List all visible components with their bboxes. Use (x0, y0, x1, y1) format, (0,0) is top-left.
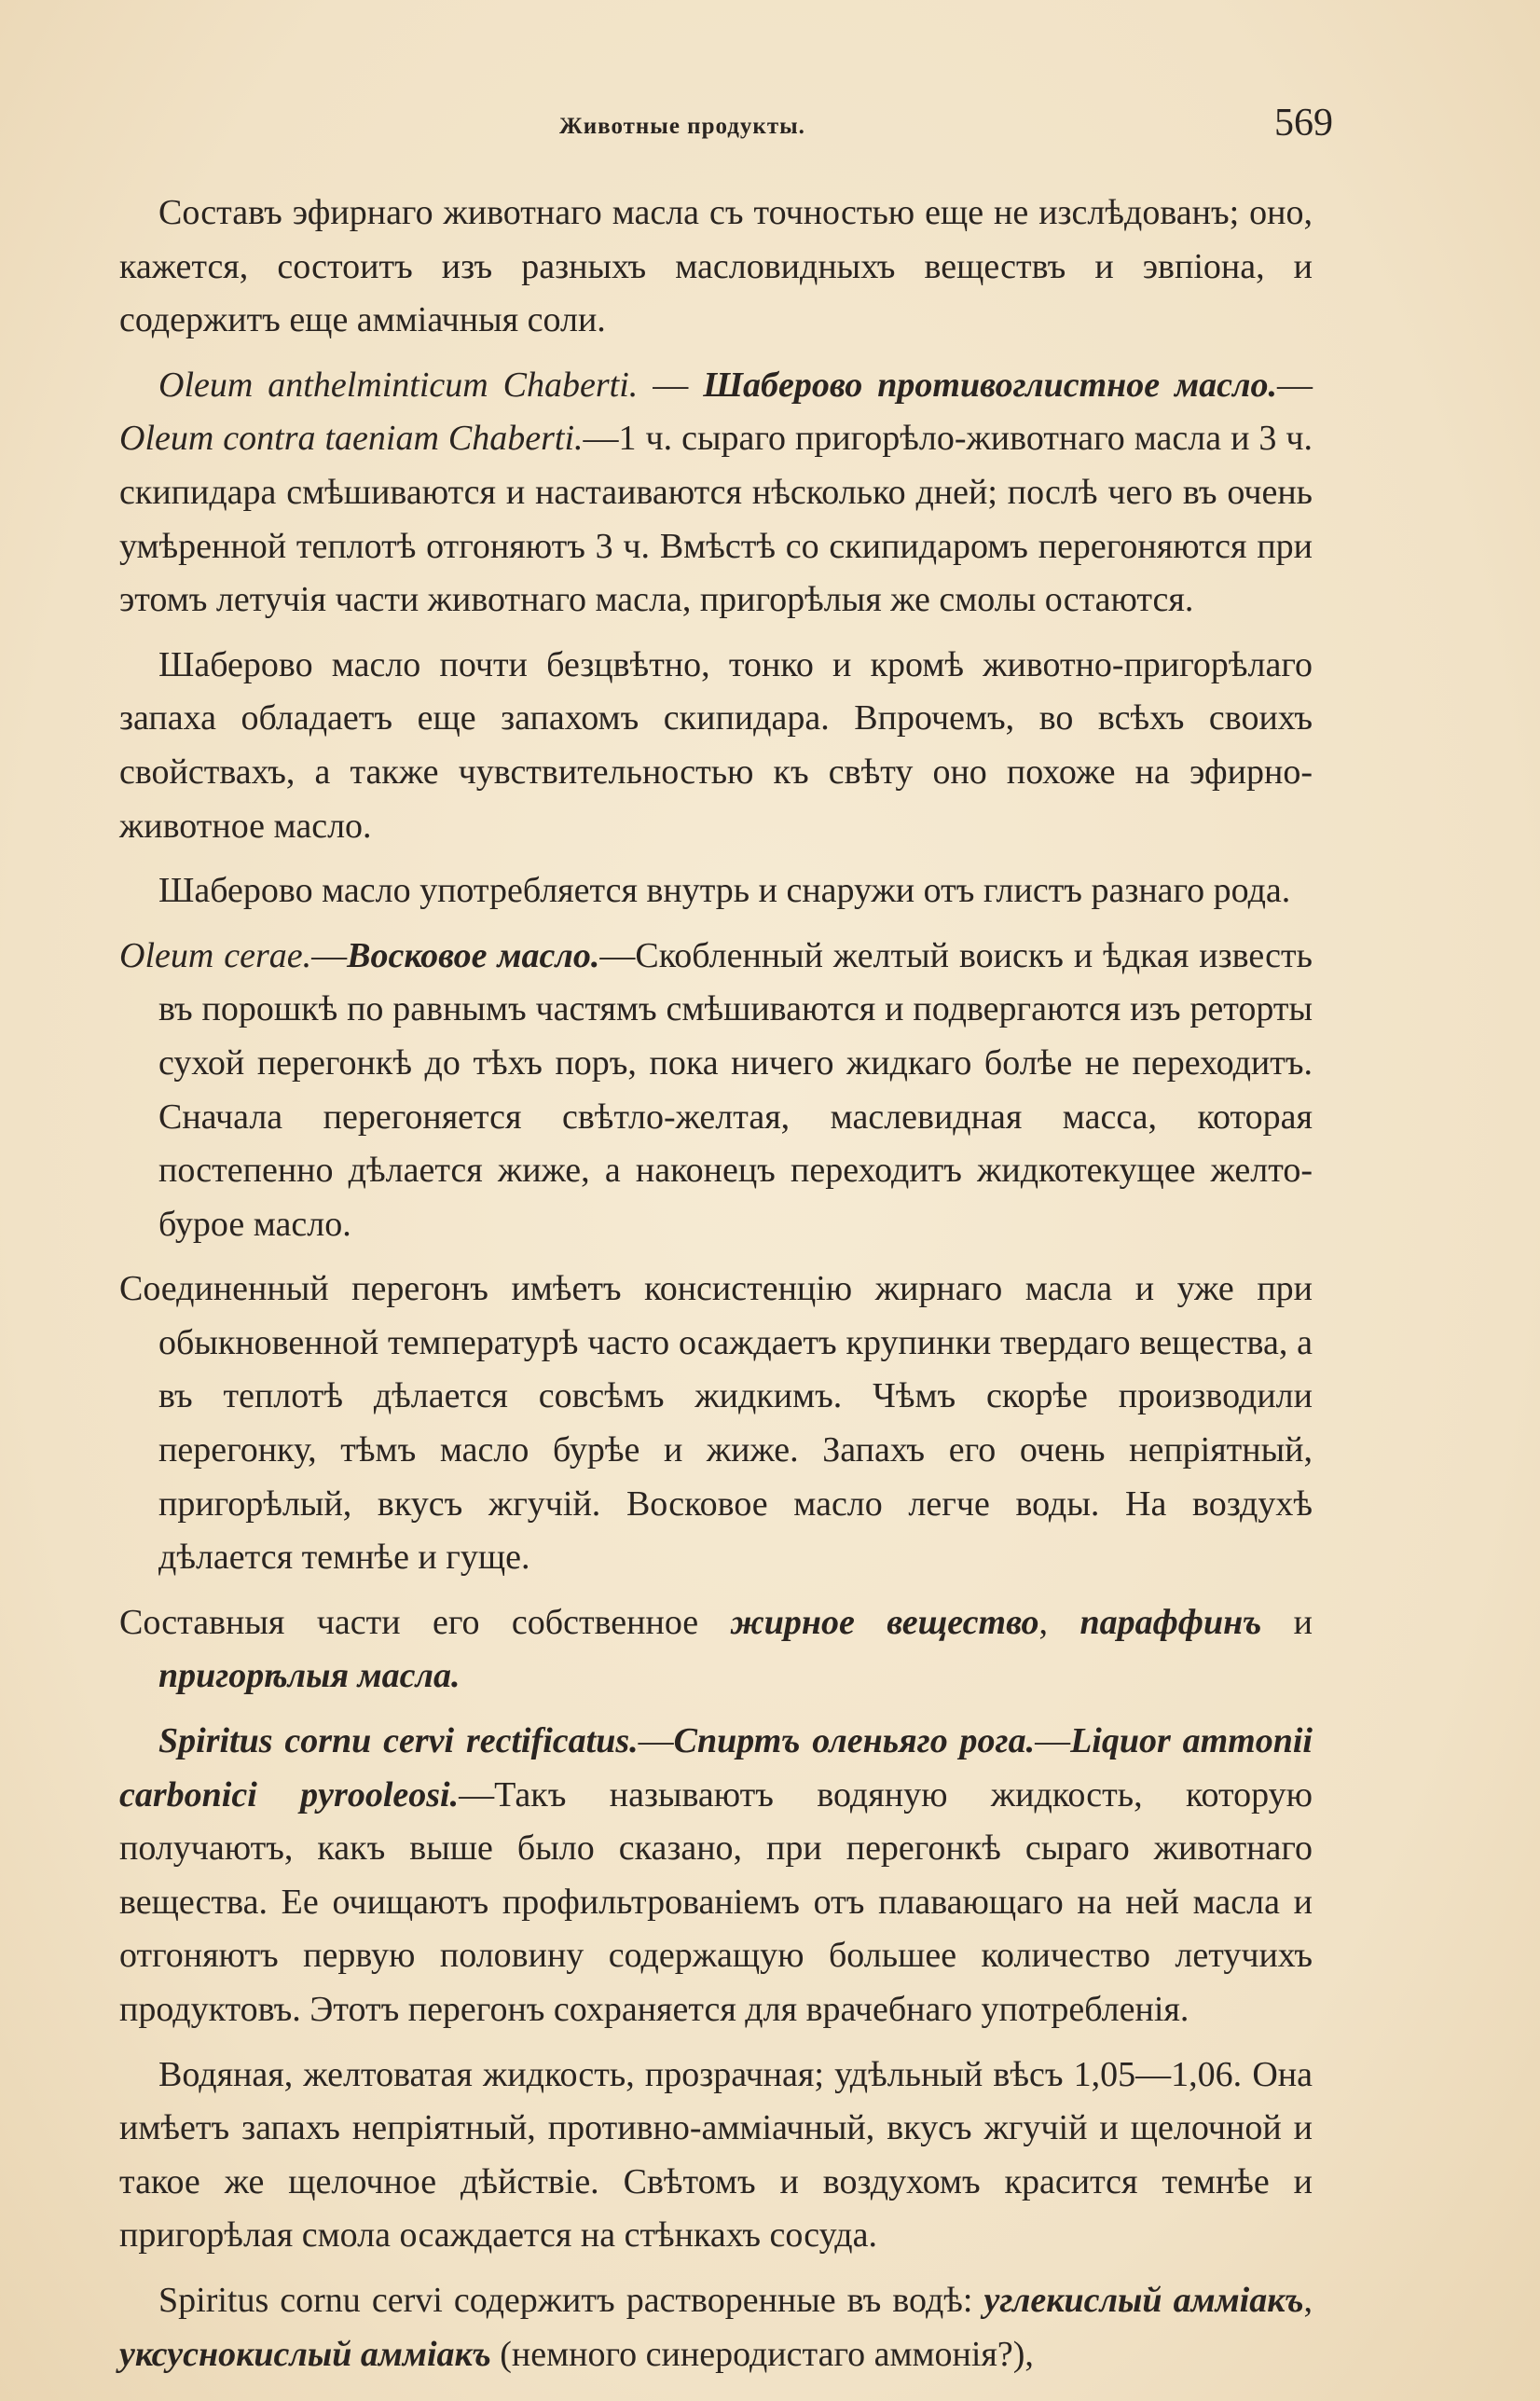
page-number: 569 (1274, 102, 1333, 145)
paragraph (119, 2049, 1313, 2263)
latin-title: Oleum anthelminticum Chaberti. (158, 365, 639, 405)
latin-title: Spiritus cornu cervi rectificatus. (158, 1721, 639, 1761)
paragraph (119, 186, 1313, 348)
text-segment: (немного синеродистаго аммонія?), (490, 2334, 1034, 2374)
text-segment: Шаберово масло употребляется внутрь и снаружи отъ глистъ разнаго рода. (158, 871, 1291, 911)
text-segment: — (1035, 1721, 1071, 1761)
text-segment: Spiritus cornu cervi содержитъ растворенные въ водѣ: (158, 2280, 984, 2320)
text-segment: —Такъ называютъ водяную жидкость, которую получаютъ, какъ выше было сказано, при перегонкѣ сыраго животнаго вещества. Ее очищаютъ профильтрованіемъ отъ плавающаго на ней масла и отгоняютъ первую половину содержащую большее количество летучихъ продуктовъ. Этотъ перегонъ сохраняется для врачебнаго употребленія. (119, 1774, 1313, 2029)
paragraph (119, 1596, 1313, 1704)
russian-title: Восковое масло. (347, 935, 600, 975)
latin-title: Oleum contra taeniam Chaberti. (119, 419, 584, 459)
latin-title: Liquor ammonii carbonici pyrooleosi. (119, 1721, 1313, 1815)
paragraph (119, 1715, 1313, 2037)
text-segment: Шаберово масло почти безцвѣтно, тонко и кромѣ животно-пригорѣлаго запаха обладаетъ еще запахомъ скипидара. Впрочемъ, во всѣхъ своихъ свойствахъ, а также чувствительностью къ свѣту оно похоже на эфирно-животное масло. (119, 644, 1313, 846)
running-head: Животные продукты. (559, 114, 805, 139)
russian-title: Спиртъ оленьяго рога. (673, 1721, 1036, 1761)
text-segment: Составъ эфирнаго животнаго масла съ точностью еще не изслѣдованъ; оно, кажется, состоитъ изъ разныхъ масловидныхъ веществъ и эвпіона, и содержитъ еще амміачныя соли. (119, 193, 1313, 340)
text-segment: — (638, 1721, 674, 1761)
text-segment: — (638, 365, 704, 405)
text-segment: , (1303, 2280, 1313, 2320)
paragraph (119, 864, 1313, 918)
emphasis: жирное вещество (730, 1602, 1039, 1642)
paragraph (119, 1263, 1313, 1585)
emphasis: углекислый амміакъ (983, 2280, 1304, 2320)
latin-title: Oleum cerae. (119, 935, 312, 975)
emphasis: уксуснокислый амміакъ (119, 2334, 491, 2374)
text-segment: — (1277, 365, 1313, 405)
emphasis: пригорѣлыя масла. (158, 1656, 461, 1696)
text-segment: — (311, 935, 348, 975)
paragraph (119, 639, 1313, 853)
text-segment: —Скобленный желтый воискъ и ѣдкая известь въ порошкѣ по равнымъ частямъ смѣшиваются и подвергаются изъ реторты сухой перегонкѣ до тѣхъ поръ, пока ничего жидкаго болѣе не переходитъ. Сначала перегоняется свѣтло-желтая, маслевидная масса, которая постепенно дѣлается жиже, а наконецъ переходитъ жидкотекущее желто-бурое масло. (158, 935, 1313, 1244)
emphasis: параффинъ (1079, 1602, 1262, 1642)
text-segment: Соединенный перегонъ имѣетъ консистенцію жирнаго масла и уже при обыкновенной температурѣ часто осаждаетъ крупинки твердаго вещества, а въ теплотѣ дѣлается совсѣмъ жидкимъ. Чѣмъ скорѣе производили перегонку, тѣмъ масло бурѣе и жиже. Запахъ его очень непріятный, пригорѣлый, вкусъ жгучій. Восковое масло легче воды. На воздухѣ дѣлается темнѣе и гуще. (119, 1269, 1313, 1578)
paragraph (119, 359, 1313, 628)
page-header (149, 101, 1333, 157)
text-segment: , (1038, 1602, 1080, 1642)
text-segment: Составныя части его собственное (119, 1602, 731, 1642)
paragraph (119, 930, 1313, 1252)
russian-title: Шаберово противоглистное масло. (703, 365, 1277, 405)
body-text (119, 186, 1313, 2393)
text-segment: и (1261, 1602, 1313, 1642)
text-segment: —1 ч. сыраго пригорѣло-животнаго масла и 3 ч. скипидара смѣшиваются и настаиваются нѣсколько дней; послѣ чего въ очень умѣренной теплотѣ отгоняютъ 3 ч. Вмѣстѣ со скипидаромъ перегоняются при этомъ летучія части животнаго масла, пригорѣлыя же смолы остаются. (119, 419, 1313, 620)
paragraph (119, 2274, 1313, 2381)
text-segment: Водяная, желтоватая жидкость, прозрачная; удѣльный вѣсъ 1,05—1,06. Она имѣетъ запахъ непріятный, противно-амміачный, вкусъ жгучій и щелочной и такое же щелочное дѣйствіе. Свѣтомъ и воздухомъ красится темнѣе и пригорѣлая смола осаждается на стѣнкахъ сосуда. (119, 2054, 1313, 2256)
